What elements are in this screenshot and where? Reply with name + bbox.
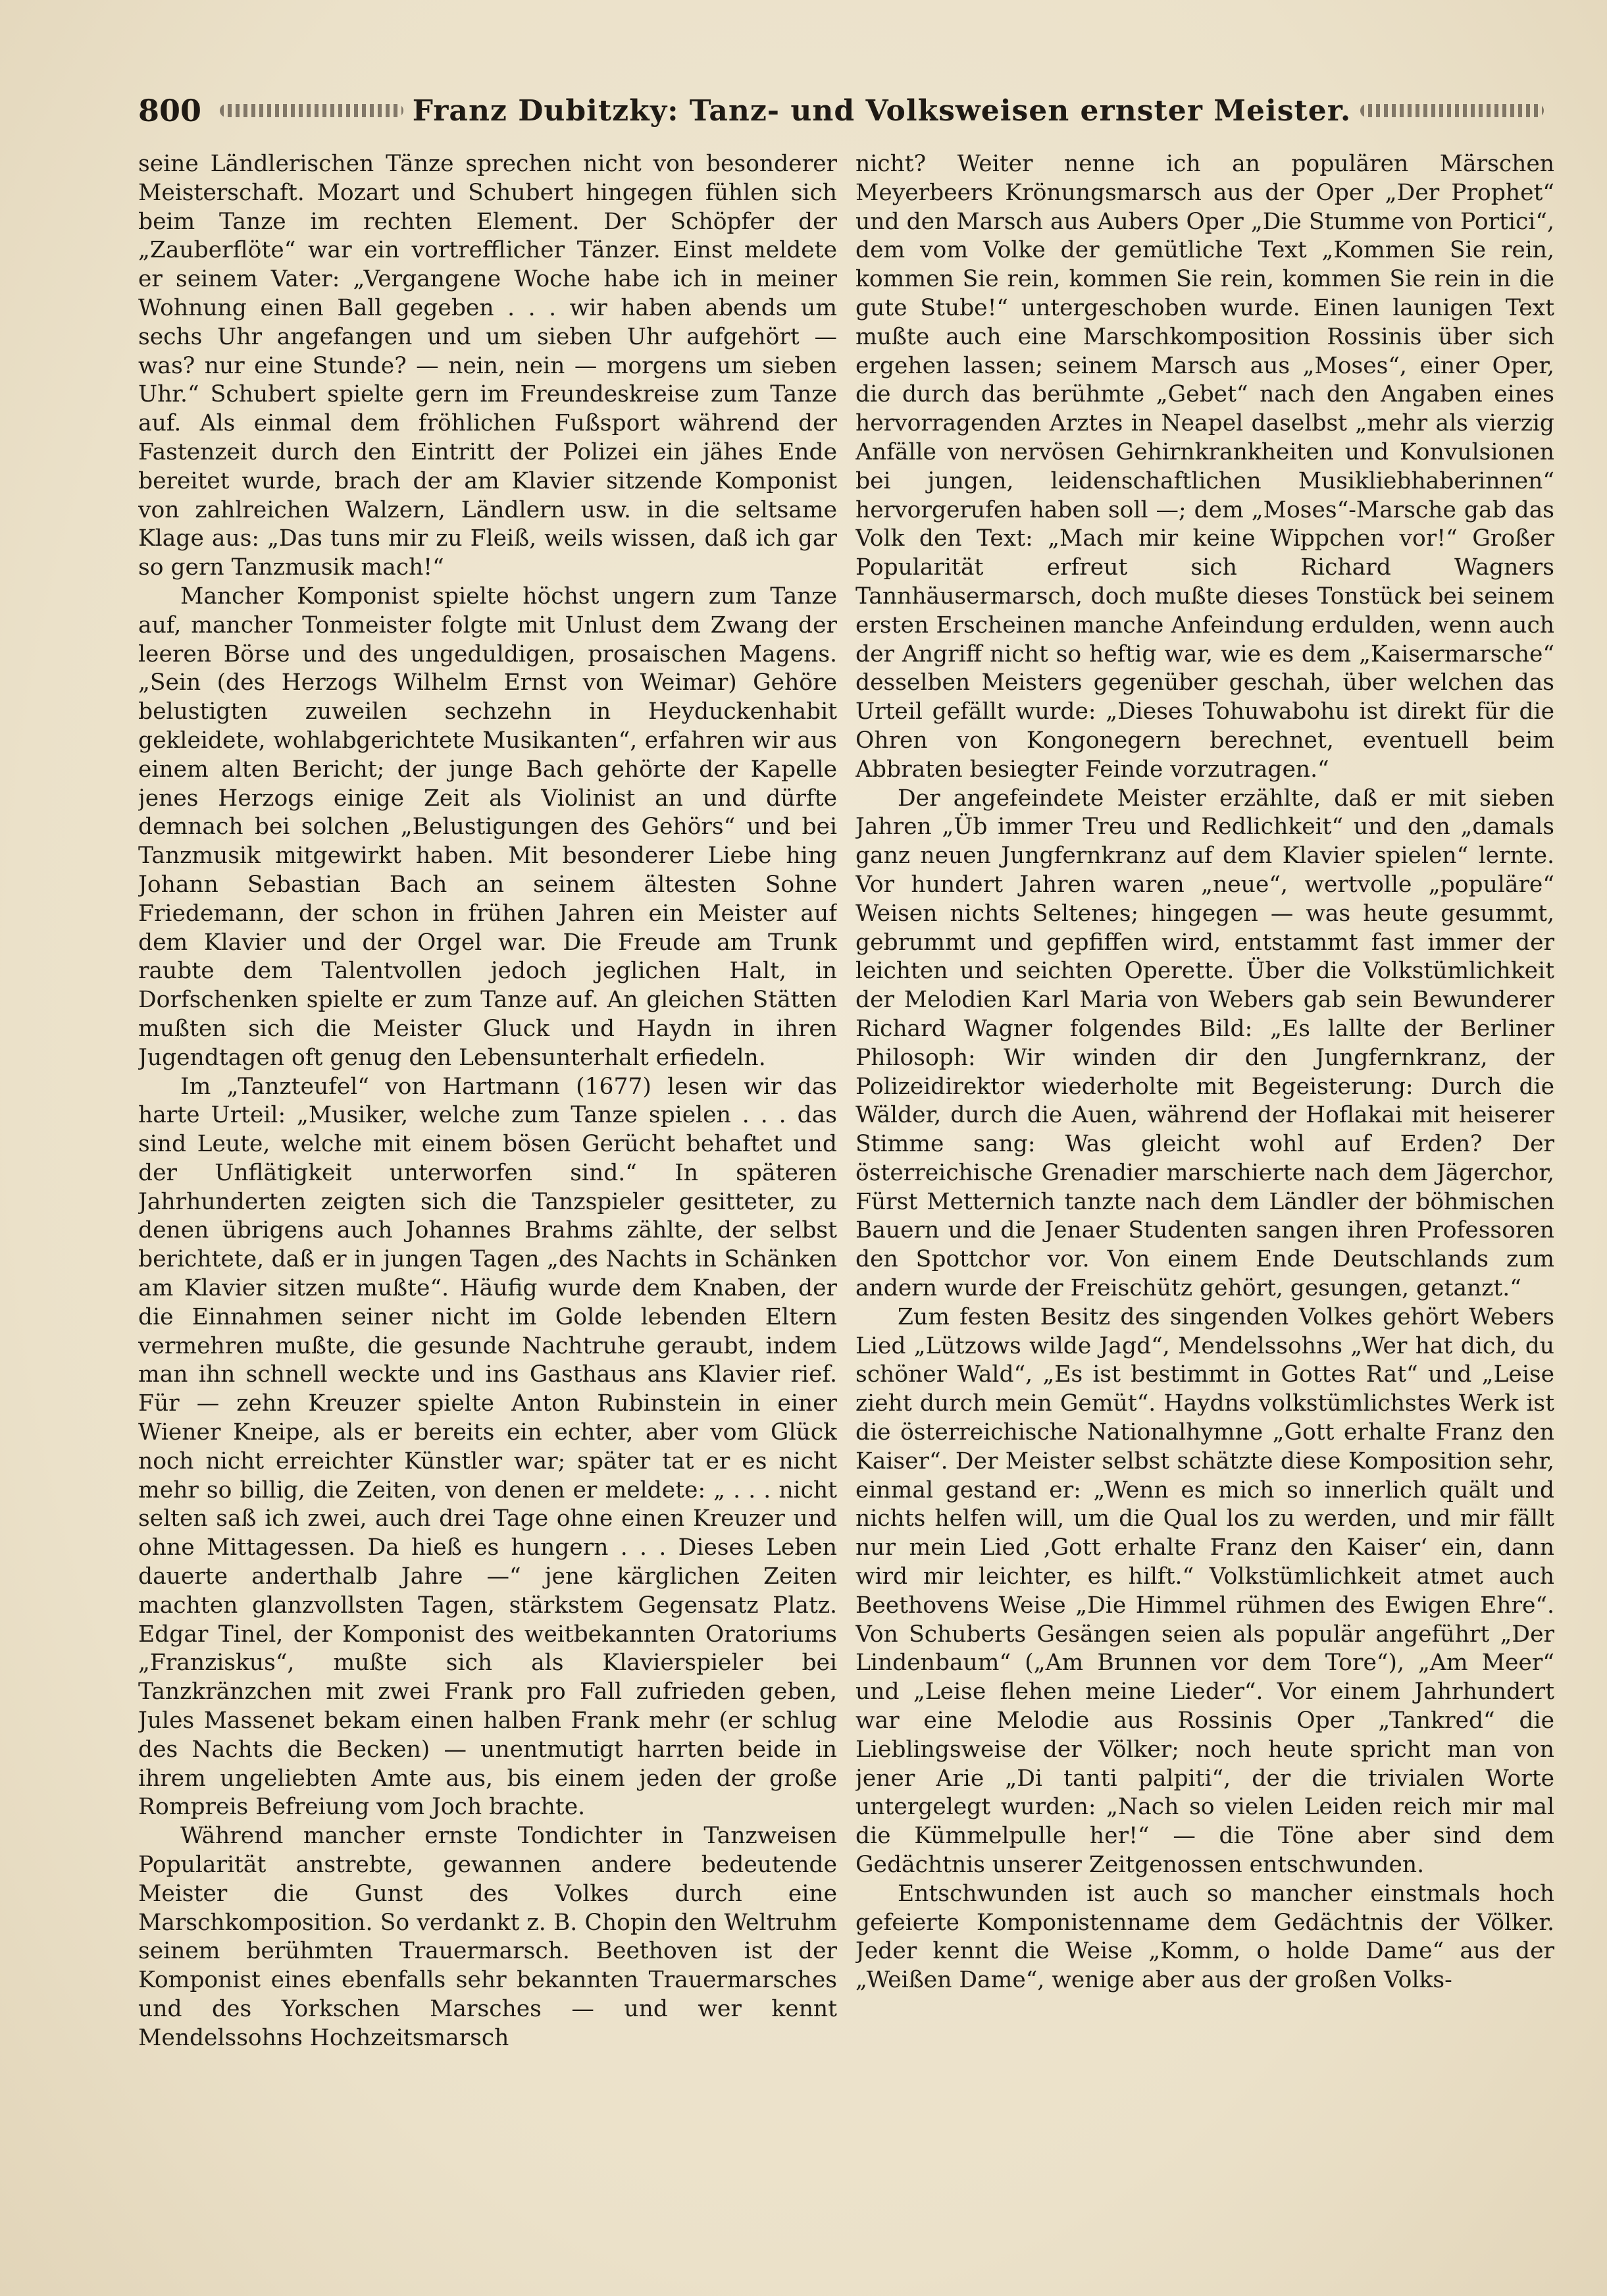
paragraph: Mancher Komponist spielte höchst ungern zum Tanze auf, mancher Tonmeister folgte mit Unlust dem Zwang der leeren Börse und des ungeduldigen, prosaischen Magens. „Sein (des Herzogs Wilhelm Ernst von Weimar) Gehöre belustigten zuweilen sechzehn in Heyduckenhabit gekleidete, wohlabgerichtete Musikanten“, erfahren wir aus einem alten Bericht; der junge Bach gehörte der Kapelle jenes Herzogs einige Zeit als Violinist an und dürfte demnach bei solchen „Belustigungen des Gehörs“ und bei Tanzmusik mitgewirkt haben. Mit besonderer Liebe hing Johann Sebastian Bach an seinem ältesten Sohne Friedemann, der schon in frühen Jahren ein Meister auf dem Klavier und der Orgel war. Die Freude am Trunk raubte dem Talentvollen jedoch jeglichen Halt, in Dorfschenken spielte er zum Tanze auf. An gleichen Stätten mußten sich die Meister Gluck und Haydn in ihren Jugendtagen oft genug den Lebensunterhalt erfiedeln. xyxy=(138,583,837,1071)
ornament-right xyxy=(1360,104,1544,117)
paragraph: Der angefeindete Meister erzählte, daß er mit sieben Jahren „Üb immer Treu und Redlichkeit“ und den „damals ganz neuen Jungfernkranz auf dem Klavier spielen“ lernte. Vor hundert Jahren waren „neue“, wertvolle „populäre“ Weisen nichts Seltenes; hingegen — was heute gesummt, gebrummt und gepfiffen wird, entstammt fast immer der leichten und seichten Operette. Über die Volkstümlichkeit der Melodien Karl Maria von Webers gab sein Bewunderer Richard Wagner folgendes Bild: „Es lallte der Berliner Philosoph: Wir winden dir den Jungfernkranz, der Polizeidirektor wiederholte mit Begeisterung: Durch die Wälder, durch die Auen, während der Hoflakai mit heiserer Stimme sang: Was gleicht wohl auf Erden? Der österreichische Grenadier marschierte nach dem Jägerchor, Fürst Metternich tanzte nach dem Ländler der böhmischen Bauern und die Jenaer Studenten sangen ihren Professoren den Spottchor vor. Von einem Ende Deutschlands zum andern wurde der Freischütz gehört, gesungen, getanzt.“ xyxy=(855,785,1554,1302)
paragraph: Während mancher ernste Tondichter in Tanzweisen Popularität anstrebte, gewannen andere bedeutende Meister die Gunst des Volkes durch eine Marschkomposition. So verdankt z. B. Chopin den Weltruhm seinem berühmten Trauermarsch. Beethoven ist der Komponist eines ebenfalls sehr bekannten Trauermarsches und des Yorkschen Marsches — und wer kennt Mendelssohns Hochzeitsmarsch xyxy=(138,1823,837,2051)
running-title: Franz Dubitzky: Tanz- und Volksweisen ernster Meister. xyxy=(412,93,1352,128)
paragraph: Im „Tanzteufel“ von Hartmann (1677) lesen wir das harte Urteil: „Musiker, welche zum Tanze spielen . . . das sind Leute, welche mit einem bösen Gerücht behaftet und der Unflätigkeit unterworfen sind.“ In späteren Jahrhunderten zeigten sich die Tanzspieler gesitteter, zu denen übrigens auch Johannes Brahms zählte, der selbst berichtete, daß er in jungen Tagen „des Nachts in Schänken am Klavier sitzen mußte“. Häufig wurde dem Knaben, der die Einnahmen seiner nicht im Golde lebenden Eltern vermehren mußte, die gesunde Nachtruhe geraubt, indem man ihn schnell weckte und ins Gasthaus ans Klavier rief. Für — zehn Kreuzer spielte Anton Rubinstein in einer Wiener Kneipe, als er bereits ein echter, aber vom Glück noch nicht erreichter Künstler war; später tat er es nicht mehr so billig, die Zeiten, von denen er meldete: „ . . . nicht selten saß ich zwei, auch drei Tage ohne einen Kreuzer und ohne Mittagessen. Da hieß es hungern . . . Dieses Leben dauerte anderthalb Jahre —“ jene kärglichen Zeiten machten glanzvollsten Tagen, stärkstem Gegensatz Platz. Edgar Tinel, der Komponist des weitbekannten Oratoriums „Franziskus“, mußte sich als Klavierspieler bei Tanzkränzchen mit zwei Frank pro Fall zufrieden geben, Jules Massenet bekam einen halben Frank mehr (er schlug des Nachts die Becken) — unentmutigt harrten beide in ihrem ungeliebten Amte aus, bis einem jeden der große Rompreis Befreiung vom Joch brachte. xyxy=(138,1073,837,1821)
paragraph: Zum festen Besitz des singenden Volkes gehört Webers Lied „Lützows wilde Jagd“, Mendelssohns „Wer hat dich, du schöner Wald“, „Es ist bestimmt in Gottes Rat“ und „Leise zieht durch mein Gemüt“. Haydns volkstümlichstes Werk ist die österreichische Nationalhymne „Gott erhalte Franz den Kaiser“. Der Meister selbst schätzte diese Komposition sehr, einmal gestand er: „Wenn es mich so innerlich quält und nichts helfen will, um die Qual los zu werden, und mir fällt nur mein Lied ‚Gott erhalte Franz den Kaiser‘ ein, dann wird mir leichter, es hilft.“ Volkstümlichkeit atmet auch Beethovens Weise „Die Himmel rühmen des Ewigen Ehre“. Von Schuberts Gesängen seien als populär angeführt „Der Lindenbaum“ („Am Brunnen vor dem Tore“), „Am Meer“ und „Leise flehen meine Lieder“. Vor einem Jahrhundert war eine Melodie aus Rossinis Oper „Tankred“ die Lieblingsweise der Völker; noch heute spricht man von jener Arie „Di tanti palpiti“, der die trivialen Worte untergelegt wurden: „Nach so vielen Leiden reich mir mal die Kümmelpulle her!“ — die Töne aber sind dem Gedächtnis unserer Zeitgenossen entschwunden. xyxy=(855,1303,1554,1879)
paragraph: Entschwunden ist auch so mancher einstmals hoch gefeierte Komponistenname dem Gedächtnis der Völker. Jeder kennt die Weise „Komm, o holde Dame“ aus der „Weißen Dame“, wenige aber aus der großen Volks- xyxy=(855,1880,1554,1994)
ornament-left xyxy=(220,104,403,117)
page-number: 800 xyxy=(138,93,202,128)
left-column xyxy=(138,150,837,2263)
right-column xyxy=(855,150,1554,2263)
page-header xyxy=(138,84,1553,137)
paragraph: nicht? Weiter nenne ich an populären Märschen Meyerbeers Krönungsmarsch aus der Oper „Der Prophet“ und den Marsch aus Aubers Oper „Die Stumme von Portici“, dem vom Volke der gemütliche Text „Kommen Sie rein, kommen Sie rein, kommen Sie rein, kommen Sie rein in die gute Stube!“ untergeschoben wurde. Einen launigen Text mußte auch eine Marschkomposition Rossinis über sich ergehen lassen; seinem Marsch aus „Moses“, einer Oper, die durch das berühmte „Gebet“ nach den Angaben eines hervorragenden Arztes in Neapel daselbst „mehr als vierzig Anfälle von nervösen Gehirnkrankheiten und Konvulsionen bei jungen, leidenschaftlichen Musikliebhaberinnen“ hervorgerufen haben soll —; dem „Moses“-Marsche gab das Volk den Text: „Mach mir keine Wippchen vor!“ Großer Popularität erfreut sich Richard Wagners Tannhäusermarsch, doch mußte dieses Tonstück bei seinem ersten Erscheinen manche Anfeindung erdulden, wenn auch der Angriff nicht so heftig war, wie es dem „Kaisermarsche“ desselben Meisters gegenüber geschah, über welchen das Urteil gefällt wurde: „Dieses Tohuwabohu ist direkt für die Ohren von Kongonegern berechnet, eventuell beim Abbraten besiegter Feinde vorzutragen.“ xyxy=(855,151,1554,783)
paragraph: seine Ländlerischen Tänze sprechen nicht von besonderer Meisterschaft. Mozart und Schubert hingegen fühlen sich beim Tanze im rechten Element. Der Schöpfer der „Zauberflöte“ war ein vortrefflicher Tänzer. Einst meldete er seinem Vater: „Vergangene Woche habe ich in meiner Wohnung einen Ball gegeben . . . wir haben abends um sechs Uhr angefangen und um sieben Uhr aufgehört — was? nur eine Stunde? — nein, nein — morgens um sieben Uhr.“ Schubert spielte gern im Freundeskreise zum Tanze auf. Als einmal dem fröhlichen Fußsport während der Fastenzeit durch den Eintritt der Polizei ein jähes Ende bereitet wurde, brach der am Klavier sitzende Komponist von zahlreichen Walzern, Ländlern usw. in die seltsame Klage aus: „Das tuns mir zu Fleiß, weils wissen, daß ich gar so gern Tanzmusik mach!“ xyxy=(138,151,837,581)
